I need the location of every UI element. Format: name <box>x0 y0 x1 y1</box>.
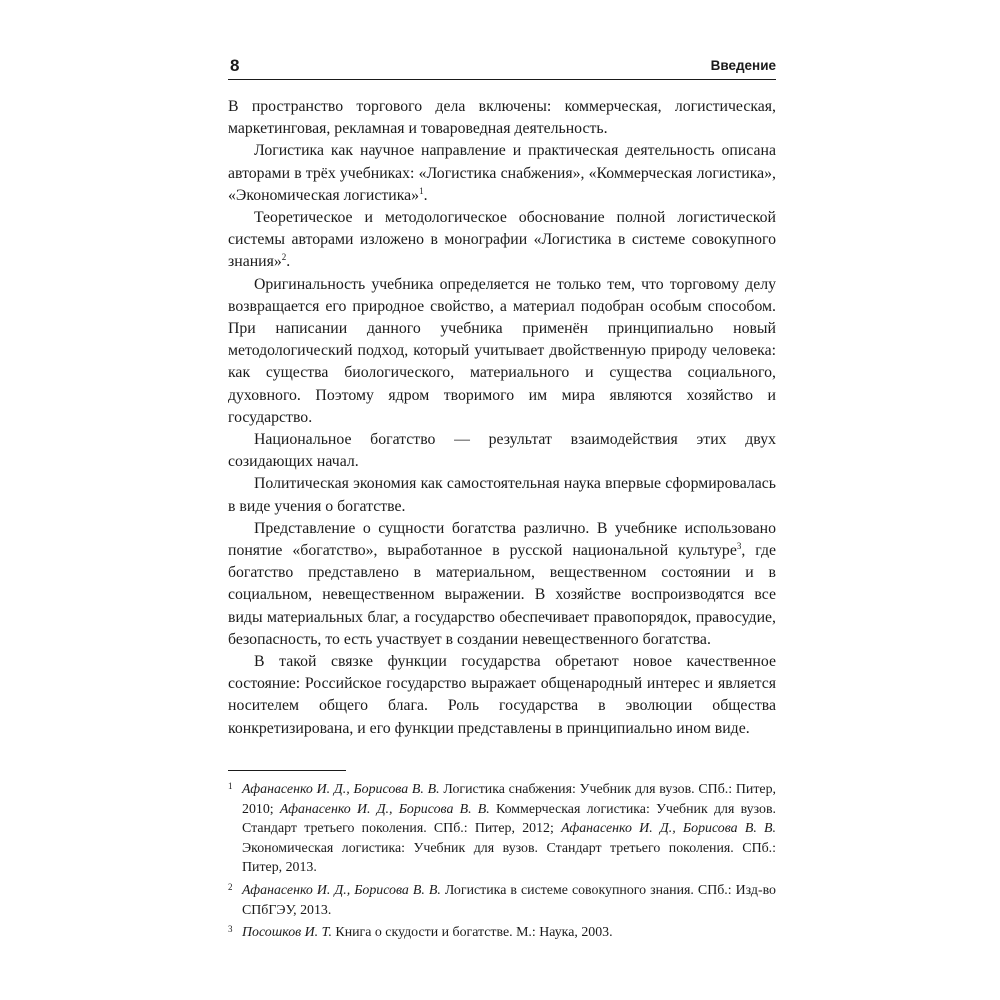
footnote-text: Экономическая логистика: Учебник для вузов. Стандарт третьего поколения. СПб.: Питер, 2013. <box>242 840 776 876</box>
footnote-text: Логистика снабжения: Учебник для вузов. СПб.: Питер, 2010; <box>242 782 777 817</box>
footnote-ref-3[interactable]: 3 <box>736 541 742 552</box>
paragraph-text: В пространство торгового дела включены: коммерческая, логистическая, маркетинговая, рекламная и товароведная деятельность. <box>228 98 776 138</box>
header-rule <box>228 79 776 80</box>
footnote-author: Афанасенко И. Д., Борисова В. В. <box>561 821 776 837</box>
paragraph-text: В такой связке функции государства обретают новое качественное состояние: Российское государство выражает общенародный интерес и является носителем общего блага. Роль государства в эволюции общества конкретизирована, и его функции представлены в принципиально ином виде. <box>228 653 776 737</box>
paragraph-3 <box>228 207 776 274</box>
footnote-author: Афанасенко И. Д., Борисова В. В. <box>242 782 440 797</box>
paragraph-text: Оригинальность учебника определяется не только тем, что торговому делу возвращается его природное свойство, а материал подобран особым способом. При написании данного учебника применён принципиально новый методологический подход, который учитывает двойственную природу человека: как существа биологического, материального и существа социального, духовного. Поэтому ядром творимого им мира являются хозяйство и государство. <box>228 275 776 426</box>
footnote-ref-2[interactable]: 2 <box>281 252 287 263</box>
paragraph-end: . <box>286 253 291 271</box>
paragraph-7 <box>228 518 776 651</box>
running-header <box>228 52 776 78</box>
footnote-ref-1[interactable]: 1 <box>419 185 424 196</box>
footnote-author: Афанасенко И. Д., Борисова В. В. <box>279 801 490 817</box>
footnote-separator <box>228 770 346 771</box>
footnote-text: Коммерческая логистика: Учебник для вузов. Стандарт третьего поколения. СПб.: Питер, 2012; <box>242 801 776 837</box>
footnote-text: Книга о скудости и богатстве. М.: Наука, 2003. <box>331 925 613 941</box>
footnote-2 <box>228 881 776 920</box>
footnote-author: Посошков И. Т. <box>242 925 332 941</box>
paragraph-2 <box>228 140 776 207</box>
paragraph-text: Логистика как научное направление и практическая деятельность описана авторами в трёх учебниках: «Логистика снабжения», «Коммерческая логистика», «Экономическая логистика» <box>228 142 776 204</box>
paragraph-5 <box>228 429 776 473</box>
paragraph-text: Политическая экономия как самостоятельная наука впервые сформировалась в виде учения о богатстве. <box>228 475 776 515</box>
paragraph-text: Представление о сущности богатства различно. В учебнике использовано понятие «богатство», выработанное в русской национальной культуре <box>228 519 776 560</box>
main-text <box>228 96 776 740</box>
paragraph-text: Национальное богатство — результат взаимодействия этих двух созидающих начал. <box>228 431 776 471</box>
footnote-mark: 2 <box>228 881 233 892</box>
paragraph-8 <box>228 651 776 740</box>
paragraph-end: . <box>423 186 428 204</box>
paragraph-text: Теоретическое и методологическое обоснование полной логистической системы авторами изложено в монографии «Логистика в системе совокупного знания» <box>228 209 776 271</box>
footnote-1 <box>228 780 776 878</box>
footnote-author: Афанасенко И. Д., Борисова В. В. <box>242 882 441 898</box>
footnote-3 <box>228 923 776 943</box>
book-page <box>228 52 777 941</box>
paragraph-6 <box>228 473 776 517</box>
paragraph-4 <box>228 274 776 429</box>
page-number: 8 <box>230 56 240 75</box>
footnotes <box>228 780 776 946</box>
footnote-text: Логистика в системе совокупного знания. СПб.: Изд-во СПбГЭУ, 2013. <box>242 882 777 918</box>
footnote-mark: 1 <box>228 781 233 791</box>
footnote-mark: 3 <box>228 924 233 935</box>
paragraph-1 <box>228 96 776 140</box>
section-title: Введение <box>710 58 776 73</box>
paragraph-text: , где богатство представлено в материальном, вещественном состоянии и в социальном, невещественном выражении. В хозяйстве воспроизводятся все виды материальных благ, а государство обеспечивает правопорядок, правосудие, безопасность, то есть участвует в создании невещественного богатства. <box>228 542 777 648</box>
